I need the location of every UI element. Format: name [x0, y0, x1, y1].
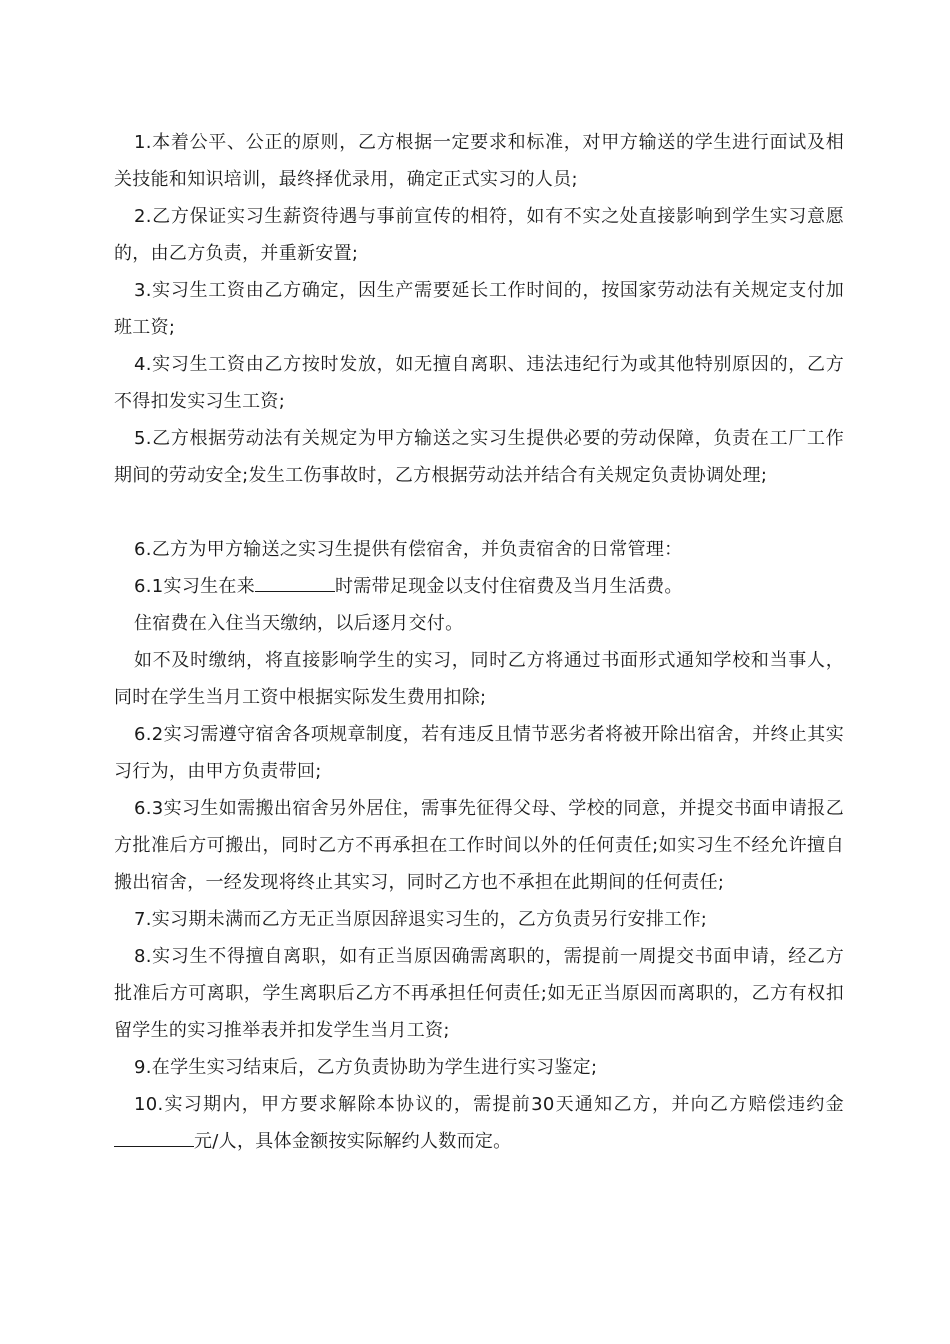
clause-6-3: 6.3实习生如需搬出宿舍另外居住，需事先征得父母、学校的同意，并提交书面申请报乙方批准后方可搬出，同时乙方不再承担在工作时间以外的任何责任;如实习生不经允许擅自搬出宿舍，一经发现将终止其实习，同时乙方也不承担在此期间的任何责任;	[114, 798, 844, 893]
paragraph-gap	[114, 494, 844, 531]
clause-3: 3.实习生工资由乙方确定，因生产需要延长工作时间的，按国家劳动法有关规定支付加班工资;	[114, 280, 844, 338]
clause-8: 8.实习生不得擅自离职，如有正当原因确需离职的，需提前一周提交书面申请，经乙方批准后方可离职，学生离职后乙方不再承担任何责任;如无正当原因而离职的，乙方有权扣留学生的实习推举表并扣发学生当月工资;	[114, 946, 844, 1041]
clause-6-1	[114, 568, 844, 605]
clause-10-text-after: 元/人，具体金额按实际解约人数而定。	[194, 1131, 512, 1152]
clause-2: 2.乙方保证实习生薪资待遇与事前宣传的相符，如有不实之处直接影响到学生实习意愿的，由乙方负责，并重新安置;	[114, 206, 844, 264]
clause-6-1-text-after: 时需带足现金以支付住宿费及当月生活费。	[335, 576, 683, 597]
clause-7: 7.实习期未满而乙方无正当原因辞退实习生的，乙方负责另行安排工作;	[134, 909, 708, 930]
clause-10	[114, 1086, 844, 1160]
clause-10-text-before: 10.实习期内，甲方要求解除本协议的，需提前30天通知乙方，并向乙方赔偿违约金	[134, 1094, 844, 1115]
clause-5: 5.乙方根据劳动法有关规定为甲方输送之实习生提供必要的劳动保障，负责在工厂工作期间的劳动安全;发生工伤事故时，乙方根据劳动法并结合有关规定负责协调处理;	[114, 428, 844, 486]
clause-4: 4.实习生工资由乙方按时发放，如无擅自离职、违法违纪行为或其他特别原因的，乙方不得扣发实习生工资;	[114, 354, 844, 412]
clause-6-1-b: 住宿费在入住当天缴纳，以后逐月交付。	[134, 613, 464, 634]
fill-in-blank	[255, 573, 335, 592]
clause-1: 1.本着公平、公正的原则，乙方根据一定要求和标准，对甲方输送的学生进行面试及相关技能和知识培训，最终择优录用，确定正式实习的人员;	[114, 132, 844, 190]
clause-6-1-c: 如不及时缴纳，将直接影响学生的实习，同时乙方将通过书面形式通知学校和当事人，同时在学生当月工资中根据实际发生费用扣除;	[114, 650, 844, 708]
fill-in-blank	[114, 1128, 194, 1147]
clause-9: 9.在学生实习结束后，乙方负责协助为学生进行实习鉴定;	[134, 1057, 598, 1078]
clause-6: 6.乙方为甲方输送之实习生提供有偿宿舍，并负责宿舍的日常管理：	[134, 539, 683, 560]
clause-6-1-text-before: 6.1实习生在来	[134, 576, 256, 597]
document-body	[114, 124, 844, 1160]
clause-6-2: 6.2实习需遵守宿舍各项规章制度，若有违反且情节恶劣者将被开除出宿舍，并终止其实习行为，由甲方负责带回;	[114, 724, 844, 782]
